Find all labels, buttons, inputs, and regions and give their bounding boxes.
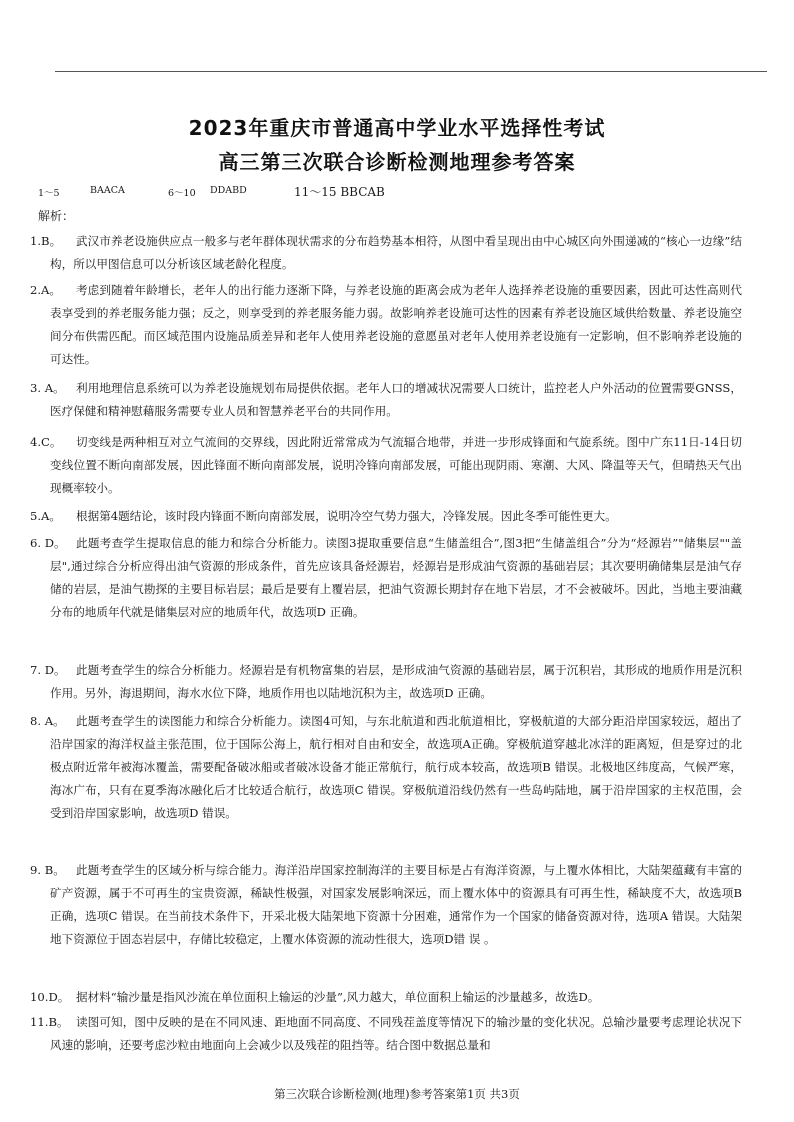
item-text: 考虑到随着年龄增长，老年人的出行能力逐渐下降，与养老设施的距离会成为老年人选择养老设施的重要因素，因此可达性高则代表享受到的养老服务能力强；反之，则享受到的养老服务能力弱。故影响养老设施可达性的因素有养老设施区域供给数量、养老设施空间分布供需匹配。而区域范围内设施品质差异和老年人使用养老设施的意愿虽对老年人使用养老设施有一定影响，但不影响养老设施的可达性。 (50, 283, 742, 366)
top-rule (55, 71, 767, 72)
item-number: 11.B。 (30, 1015, 69, 1029)
answer-keys (38, 185, 438, 199)
item-text: 利用地理信息系统可以为养老设施规划布局提供依据。老年人口的增减状况需要人口统计，监控老人户外活动的位置需要GNSS， 医疗保健和精神慰藉服务需要专业人员和智慧养老平台的共同作用。 (50, 381, 742, 418)
answer-item-6 (30, 532, 742, 624)
answer-item-10 (30, 986, 742, 1009)
answer-item-5 (30, 505, 742, 528)
item-number: 7. D。 (30, 663, 66, 677)
range-1-5: 1～5 (38, 188, 60, 199)
analysis-label: 解析： (38, 209, 75, 223)
item-number: 8. A。 (30, 714, 65, 728)
item-number: 3. A。 (30, 381, 65, 395)
item-text: 此题考查学生的综合分析能力。烃源岩是有机物富集的岩层，是形成油气资源的基础岩层，属于沉积岩，其形成的地质作用是沉积作用。另外，海退期间，海水水位下降，地质作用也以陆地沉积为主，故选项D 正确。 (50, 663, 742, 700)
item-text: 此题考查学生提取信息的能力和综合分析能力。读图3提取重要信息“生储盖组合”,图3把“生储盖组合”分为“烃源岩”"储集层""盖层",通过综合分析应得出油气资源的形成条件，首先应该具备烃源岩，烃源岩是形成油气资源的基础岩层；其次要明确储集层是油气存储的岩层，是油气勘探的主要目标岩层；最后是要有上覆岩层，把油气资源长期封存在地下岩层，才不会被破坏。因此，当地主要油藏分布的地质年代就是储集层对应的地质年代，故选项D 正确。 (50, 536, 742, 619)
answers-11-15: 11～15 BBCAB (294, 185, 385, 199)
answer-item-9 (30, 859, 742, 951)
answer-item-1 (30, 230, 742, 276)
item-number: 9. B。 (30, 863, 65, 877)
item-number: 2.A。 (30, 283, 62, 297)
answers-6-10: DDABD (210, 185, 247, 196)
item-text: 此题考查学生的读图能力和综合分析能力。读图4可知，与东北航道和西北航道相比，穿极航道的大部分距沿岸国家较远，超出了沿岸国家的海洋权益主张范围，位于国际公海上，航行相对自由和安全，故选项A正确。穿极航道穿越北冰洋的距离短，但是穿过的北极点附近常年被海冰覆盖，需要配备破冰船或者破冰设备才能正常航行，航行成本较高，故选项B 错误。北极地区纬度高，气候严寒，海冰广布，只有在夏季海冰融化后才比较适合航行，故选项C 错误。穿极航道沿线仍然有一些岛屿陆地，属于沿岸国家的主权范围，会受到沿岸国家影响，故选项D 错误。 (50, 714, 742, 820)
answers-1-5: BAACA (90, 185, 125, 196)
item-text: 读图可知，图中反映的是在不同风速、距地面不同高度、不同残茬盖度等情况下的输沙量的变化状况。总输沙量要考虑理论状况下风速的影响，还要考虑沙粒由地面向上会减少以及残茬的阻挡等。结合图中数据总量和 (50, 1015, 742, 1052)
answer-item-4 (30, 431, 742, 500)
answer-key-title: 高三第三次联合诊断检测地理参考答案 (218, 150, 576, 174)
item-text: 据材料“输沙量是指风沙流在单位面积上输运的沙量”,风力越大，单位面积上输运的沙量越多，故选D。 (76, 990, 600, 1004)
answer-item-7 (30, 659, 742, 705)
item-number: 4.C。 (30, 435, 62, 449)
item-number: 6. D。 (30, 536, 66, 550)
answer-item-11 (30, 1011, 742, 1057)
item-number: 5.A。 (30, 509, 62, 523)
item-text: 此题考查学生的区域分析与综合能力。海洋沿岸国家控制海洋的主要目标是占有海洋资源，与上覆水体相比，大陆架蕴藏有丰富的矿产资源，属于不可再生的宝贵资源，稀缺性极强，对国家发展影响深远，而上覆水体中的资源具有可再生性，稀缺度不大，故选项B正确，选项C 错误。在当前技术条件下，开采北极大陆架地下资源十分困难，通常作为一个国家的储备资源对待，选项A 错误。大陆架地下资源位于固态岩层中，存储比较稳定，上覆水体资源的流动性很大，选项D错 误 。 (50, 863, 742, 946)
item-number: 10.D。 (30, 990, 70, 1004)
answer-item-2 (30, 279, 742, 371)
answer-item-3 (30, 377, 742, 423)
range-6-10: 6～10 (168, 188, 196, 199)
item-number: 1.B。 (30, 234, 62, 248)
item-text: 根据第4题结论，该时段内锋面不断向南部发展，说明冷空气势力强大，冷锋发展。因此冬季可能性更大。 (76, 509, 617, 523)
page-footer: 第三次联合诊断检测(地理)参考答案第1页 共3页 (274, 1087, 520, 1101)
answer-item-8 (30, 710, 742, 825)
item-text: 切变线是两种相互对立气流间的交界线，因此附近常常成为气流辐合地带，并进一步形成锋面和气旋系统。图中广东11日-14日切变线位置不断向南部发展，因此锋面不断向南部发展，说明冷锋向南部发展，可能出现阴雨、寒潮、大风、降温等天气，但晴热天气出现概率较小。 (50, 435, 742, 495)
item-text: 武汉市养老设施供应点一般多与老年群体现状需求的分布趋势基本相符，从图中看呈现出由中心城区向外围递减的“核心一边缘”结构，所以甲图信息可以分析该区域老龄化程度。 (50, 234, 742, 271)
exam-title: 2023年重庆市普通高中学业水平选择性考试 (188, 116, 606, 140)
